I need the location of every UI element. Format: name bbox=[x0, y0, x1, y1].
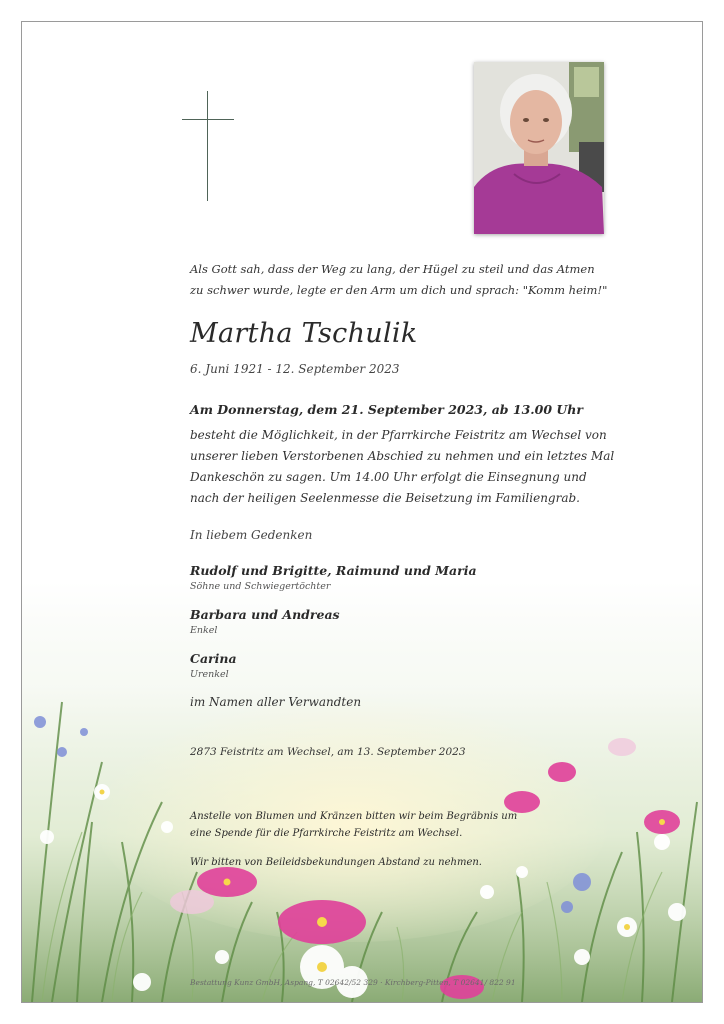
mourner-relation: Söhne und Schwiegertöchter bbox=[190, 581, 331, 592]
quote-line: zu schwer wurde, legte er den Arm um dich und sprach: "Komm heim!" bbox=[190, 283, 608, 297]
announcement-text bbox=[190, 425, 620, 509]
mourner-group bbox=[190, 563, 620, 592]
announcement-line: nach der heiligen Seelenmesse die Beisetzung im Familiengrab. bbox=[190, 491, 580, 505]
donation-notice bbox=[190, 808, 620, 842]
notice-line: eine Spende für die Pfarrkirche Feistritz am Wechsel. bbox=[190, 828, 463, 839]
obituary-card bbox=[21, 21, 703, 1003]
announcement-line: unserer lieben Verstorbenen Abschied zu nehmen und ein letztes Mal bbox=[190, 449, 615, 463]
quote-line: Als Gott sah, dass der Weg zu lang, der Hügel zu steil und das Atmen bbox=[190, 262, 595, 276]
mourner-group bbox=[190, 607, 620, 636]
closing-line: im Namen aller Verwandten bbox=[190, 695, 362, 709]
mourner-names: Barbara und Andreas bbox=[190, 607, 340, 622]
mourner-relation: Urenkel bbox=[190, 669, 229, 680]
mourner-names: Carina bbox=[190, 651, 237, 666]
flower-meadow-image bbox=[22, 582, 702, 1002]
announcement-heading: Am Donnerstag, dem 21. September 2023, ab 13.00 Uhr bbox=[190, 402, 583, 417]
cross-icon bbox=[182, 91, 234, 201]
portrait-photo bbox=[474, 62, 604, 234]
deceased-name: Martha Tschulik bbox=[190, 318, 418, 349]
mourner-group bbox=[190, 651, 620, 680]
memory-label: In liebem Gedenken bbox=[190, 528, 313, 542]
memorial-quote bbox=[190, 259, 620, 301]
place-date: 2873 Feistritz am Wechsel, am 13. September 2023 bbox=[190, 746, 466, 758]
mourner-names: Rudolf und Brigitte, Raimund und Maria bbox=[190, 563, 477, 578]
funeral-home-footer: Bestattung Kunz GmbH, Aspang, T 02642/52 329 · Kirchberg-Pitten, T 02641/ 822 91 bbox=[190, 978, 516, 987]
life-dates: 6. Juni 1921 - 12. September 2023 bbox=[190, 362, 400, 376]
notice-line: Anstelle von Blumen und Kränzen bitten wir beim Begräbnis um bbox=[190, 811, 518, 822]
condolence-notice: Wir bitten von Beileidsbekundungen Abstand zu nehmen. bbox=[190, 857, 482, 868]
announcement-line: Dankeschön zu sagen. Um 14.00 Uhr erfolgt die Einsegnung und bbox=[190, 470, 587, 484]
mourner-relation: Enkel bbox=[190, 625, 218, 636]
announcement-line: besteht die Möglichkeit, in der Pfarrkirche Feistritz am Wechsel von bbox=[190, 428, 607, 442]
